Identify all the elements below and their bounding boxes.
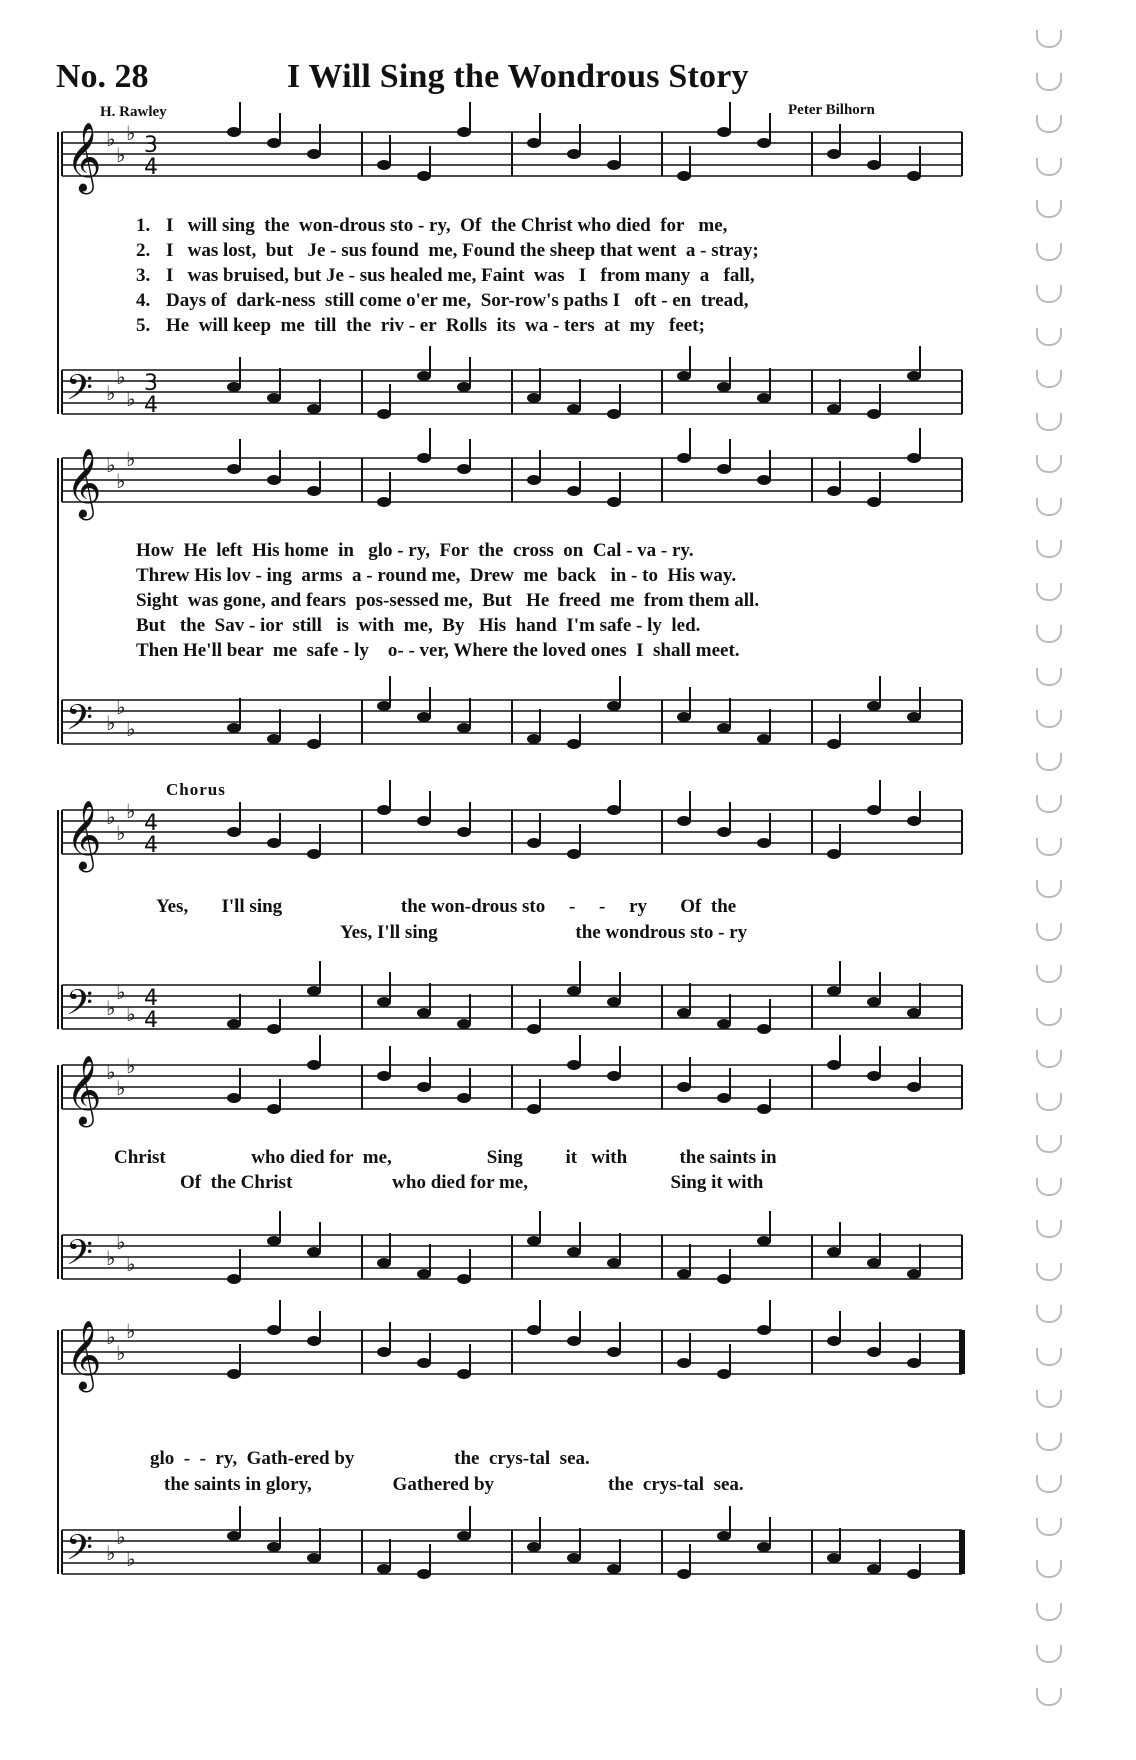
binding-ring bbox=[1036, 73, 1062, 91]
note-head bbox=[417, 816, 431, 826]
note-head bbox=[377, 409, 391, 419]
hymn-number: No. 28 bbox=[56, 58, 149, 95]
verse-line bbox=[136, 315, 956, 337]
note-head bbox=[867, 1347, 881, 1357]
note-head bbox=[677, 1358, 691, 1368]
note-head bbox=[227, 827, 241, 837]
note-head bbox=[607, 1071, 621, 1081]
verse-line: Sight was gone, and fears pos-sessed me, But He freed me from them all. bbox=[136, 590, 760, 611]
note-head bbox=[457, 1274, 471, 1284]
note-head bbox=[457, 1093, 471, 1103]
note-head bbox=[827, 149, 841, 159]
verse-number: 5. bbox=[136, 315, 151, 336]
treble-clef: 𝄞 bbox=[66, 800, 102, 870]
note-head bbox=[417, 1008, 431, 1018]
note-head bbox=[227, 464, 241, 474]
note-head bbox=[307, 149, 321, 159]
treble-clef: 𝄞 bbox=[66, 1320, 102, 1390]
verse-line bbox=[136, 265, 956, 287]
time-sig-lower: 4 bbox=[144, 833, 158, 858]
note-head bbox=[907, 453, 921, 463]
note-head bbox=[267, 1542, 281, 1552]
note-head bbox=[717, 464, 731, 474]
note-head bbox=[307, 1553, 321, 1563]
binding-ring bbox=[1036, 1008, 1062, 1026]
flat-sign: ♭ bbox=[106, 996, 116, 1020]
note-head bbox=[377, 1258, 391, 1268]
binding-ring bbox=[1036, 1603, 1062, 1621]
note-head bbox=[267, 138, 281, 148]
flat-sign: ♭ bbox=[126, 121, 136, 145]
flat-sign: ♭ bbox=[126, 1002, 136, 1026]
binding-ring bbox=[1036, 753, 1062, 771]
bass-clef: 𝄢 bbox=[66, 367, 94, 416]
time-sig-lower: 4 bbox=[144, 155, 158, 180]
note-head bbox=[457, 1369, 471, 1379]
note-head bbox=[827, 986, 841, 996]
note-head bbox=[907, 371, 921, 381]
binding-ring bbox=[1036, 583, 1062, 601]
note-head bbox=[417, 171, 431, 181]
note-head bbox=[527, 734, 541, 744]
note-head bbox=[567, 1060, 581, 1070]
note-head bbox=[607, 805, 621, 815]
bass-clef: 𝄢 bbox=[66, 982, 94, 1031]
flat-sign: ♭ bbox=[106, 805, 116, 829]
note-head bbox=[227, 1369, 241, 1379]
note-head bbox=[227, 1093, 241, 1103]
note-head bbox=[827, 404, 841, 414]
note-head bbox=[567, 404, 581, 414]
note-head bbox=[757, 1104, 771, 1114]
note-head bbox=[377, 497, 391, 507]
flat-sign: ♭ bbox=[126, 1319, 136, 1343]
note-head bbox=[907, 1269, 921, 1279]
time-sig-lower: 4 bbox=[144, 393, 158, 418]
note-head bbox=[717, 723, 731, 733]
chorus-line: Of the Christ who died for me, Sing it with bbox=[180, 1172, 764, 1193]
note-head bbox=[267, 734, 281, 744]
binding-ring bbox=[1036, 668, 1062, 686]
flat-sign: ♭ bbox=[126, 1252, 136, 1276]
binding-ring bbox=[1036, 1433, 1062, 1451]
note-head bbox=[457, 127, 471, 137]
flat-sign: ♭ bbox=[116, 469, 126, 493]
treble-clef: 𝄞 bbox=[66, 1055, 102, 1125]
flat-sign: ♭ bbox=[126, 799, 136, 823]
flat-sign: ♭ bbox=[126, 1547, 136, 1571]
binding-ring bbox=[1036, 923, 1062, 941]
verse-text: I was bruised, but Je - sus healed me, Faint was I from many a fall, bbox=[166, 265, 755, 286]
binding-ring bbox=[1036, 413, 1062, 431]
note-head bbox=[717, 827, 731, 837]
note-head bbox=[377, 1347, 391, 1357]
note-head bbox=[867, 805, 881, 815]
note-head bbox=[757, 1325, 771, 1335]
note-head bbox=[417, 712, 431, 722]
note-head bbox=[867, 409, 881, 419]
note-head bbox=[677, 712, 691, 722]
note-head bbox=[757, 1024, 771, 1034]
note-head bbox=[527, 475, 541, 485]
note-head bbox=[527, 1236, 541, 1246]
note-head bbox=[227, 1274, 241, 1284]
note-head bbox=[867, 160, 881, 170]
note-head bbox=[677, 1569, 691, 1579]
note-head bbox=[417, 371, 431, 381]
note-head bbox=[267, 475, 281, 485]
note-head bbox=[527, 1325, 541, 1335]
binding-ring bbox=[1036, 1178, 1062, 1196]
flat-sign: ♭ bbox=[116, 1341, 126, 1365]
note-head bbox=[607, 1564, 621, 1574]
note-head bbox=[227, 382, 241, 392]
verse-number: 1. bbox=[136, 215, 151, 236]
note-head bbox=[457, 723, 471, 733]
verse-number: 3. bbox=[136, 265, 151, 286]
flat-sign: ♭ bbox=[116, 1230, 126, 1254]
note-head bbox=[377, 805, 391, 815]
flat-sign: ♭ bbox=[106, 1325, 116, 1349]
flat-sign: ♭ bbox=[126, 1054, 136, 1078]
note-head bbox=[907, 1569, 921, 1579]
verse-line: Then He'll bear me safe - ly o- - ver, Where the loved ones I shall meet. bbox=[136, 640, 740, 661]
verse-text: I will sing the won-drous sto - ry, Of the Christ who died for me, bbox=[166, 215, 728, 236]
flat-sign: ♭ bbox=[106, 453, 116, 477]
flat-sign: ♭ bbox=[116, 1076, 126, 1100]
note-head bbox=[567, 986, 581, 996]
note-head bbox=[567, 1336, 581, 1346]
note-head bbox=[567, 486, 581, 496]
time-sig-upper: 4 bbox=[144, 811, 158, 836]
note-head bbox=[827, 739, 841, 749]
note-head bbox=[307, 486, 321, 496]
note-head bbox=[527, 1104, 541, 1114]
note-head bbox=[607, 497, 621, 507]
note-head bbox=[527, 1542, 541, 1552]
binding-ring bbox=[1036, 1688, 1062, 1706]
note-head bbox=[677, 1008, 691, 1018]
chorus-label: Chorus bbox=[166, 780, 226, 799]
binding-ring bbox=[1036, 1518, 1062, 1536]
time-sig-upper: 3 bbox=[144, 133, 158, 158]
note-head bbox=[377, 701, 391, 711]
verse-text: He will keep me till the riv - er Rolls its wa - ters at my feet; bbox=[166, 315, 705, 336]
note-head bbox=[377, 997, 391, 1007]
binding-ring bbox=[1036, 1263, 1062, 1281]
note-head bbox=[227, 723, 241, 733]
note-head bbox=[267, 393, 281, 403]
note-head bbox=[567, 1553, 581, 1563]
note-head bbox=[307, 849, 321, 859]
flat-sign: ♭ bbox=[116, 695, 126, 719]
note-head bbox=[757, 393, 771, 403]
note-head bbox=[267, 838, 281, 848]
note-head bbox=[867, 997, 881, 1007]
note-head bbox=[677, 453, 691, 463]
note-head bbox=[527, 838, 541, 848]
bass-clef: 𝄢 bbox=[66, 1527, 94, 1576]
lyricist-credit: H. Rawley bbox=[100, 104, 167, 120]
verse-line: Threw His lov - ing arms a - round me, Drew me back in - to His way. bbox=[136, 565, 737, 586]
note-head bbox=[757, 734, 771, 744]
note-head bbox=[677, 371, 691, 381]
note-head bbox=[867, 497, 881, 507]
binding-ring bbox=[1036, 328, 1062, 346]
treble-clef: 𝄞 bbox=[66, 448, 102, 518]
note-head bbox=[307, 404, 321, 414]
note-head bbox=[907, 816, 921, 826]
composer-credit: Peter Bilhorn bbox=[788, 102, 875, 118]
note-head bbox=[227, 1531, 241, 1541]
note-head bbox=[827, 1553, 841, 1563]
note-head bbox=[607, 409, 621, 419]
note-head bbox=[757, 1542, 771, 1552]
binding-ring bbox=[1036, 243, 1062, 261]
note-head bbox=[227, 127, 241, 137]
note-head bbox=[567, 849, 581, 859]
note-head bbox=[907, 1082, 921, 1092]
note-head bbox=[757, 138, 771, 148]
note-head bbox=[867, 701, 881, 711]
note-head bbox=[607, 701, 621, 711]
note-head bbox=[227, 1019, 241, 1029]
note-head bbox=[307, 986, 321, 996]
note-head bbox=[567, 739, 581, 749]
bass-clef: 𝄢 bbox=[66, 1232, 94, 1281]
time-sig-upper: 4 bbox=[144, 986, 158, 1011]
note-head bbox=[827, 1336, 841, 1346]
treble-clef: 𝄞 bbox=[66, 122, 102, 192]
note-head bbox=[717, 1274, 731, 1284]
hymn-title: I Will Sing the Wondrous Story bbox=[287, 58, 749, 95]
flat-sign: ♭ bbox=[106, 711, 116, 735]
verse-line bbox=[136, 215, 956, 237]
flat-sign: ♭ bbox=[106, 127, 116, 151]
binding-ring bbox=[1036, 498, 1062, 516]
note-head bbox=[457, 464, 471, 474]
time-sig-lower: 4 bbox=[144, 1008, 158, 1033]
verse-text: Days of dark-ness still come o'er me, Sor-row's paths I oft - en tread, bbox=[166, 290, 749, 311]
note-head bbox=[827, 1060, 841, 1070]
note-head bbox=[827, 1247, 841, 1257]
flat-sign: ♭ bbox=[126, 387, 136, 411]
note-head bbox=[417, 453, 431, 463]
flat-sign: ♭ bbox=[126, 717, 136, 741]
flat-sign: ♭ bbox=[106, 1541, 116, 1565]
note-head bbox=[677, 171, 691, 181]
note-head bbox=[567, 1247, 581, 1257]
verse-number: 4. bbox=[136, 290, 151, 311]
note-head bbox=[717, 1369, 731, 1379]
flat-sign: ♭ bbox=[116, 980, 126, 1004]
note-head bbox=[457, 382, 471, 392]
chorus-line: Yes, I'll sing the won-drous sto - - ry Of the bbox=[156, 896, 737, 917]
note-head bbox=[377, 1564, 391, 1574]
note-head bbox=[717, 382, 731, 392]
note-head bbox=[607, 160, 621, 170]
note-head bbox=[907, 712, 921, 722]
note-head bbox=[307, 739, 321, 749]
note-head bbox=[417, 1358, 431, 1368]
binding-ring bbox=[1036, 838, 1062, 856]
note-head bbox=[567, 149, 581, 159]
binding-ring bbox=[1036, 1348, 1062, 1366]
note-head bbox=[417, 1269, 431, 1279]
note-head bbox=[827, 849, 841, 859]
verse-line bbox=[136, 290, 956, 312]
flat-sign: ♭ bbox=[116, 365, 126, 389]
note-head bbox=[267, 1104, 281, 1114]
flat-sign: ♭ bbox=[106, 1060, 116, 1084]
chorus-line: the saints in glory, Gathered by the crys-tal sea. bbox=[164, 1474, 744, 1495]
note-head bbox=[267, 1024, 281, 1034]
note-head bbox=[607, 997, 621, 1007]
chorus-line: Yes, I'll sing the wondrous sto - ry bbox=[340, 922, 748, 943]
note-head bbox=[377, 1071, 391, 1081]
flat-sign: ♭ bbox=[106, 381, 116, 405]
verse-text: I was lost, but Je - sus found me, Found the sheep that went a - stray; bbox=[166, 240, 759, 261]
note-head bbox=[527, 138, 541, 148]
note-head bbox=[867, 1258, 881, 1268]
note-head bbox=[717, 127, 731, 137]
flat-sign: ♭ bbox=[126, 447, 136, 471]
note-head bbox=[867, 1071, 881, 1081]
note-head bbox=[677, 816, 691, 826]
note-head bbox=[757, 475, 771, 485]
note-head bbox=[827, 486, 841, 496]
note-head bbox=[607, 1347, 621, 1357]
note-head bbox=[417, 1082, 431, 1092]
time-sig-upper: 3 bbox=[144, 371, 158, 396]
note-head bbox=[717, 1093, 731, 1103]
note-head bbox=[677, 1269, 691, 1279]
note-head bbox=[867, 1564, 881, 1574]
note-head bbox=[307, 1060, 321, 1070]
note-head bbox=[307, 1336, 321, 1346]
verse-line bbox=[136, 240, 956, 262]
note-head bbox=[307, 1247, 321, 1257]
note-head bbox=[907, 171, 921, 181]
flat-sign: ♭ bbox=[116, 143, 126, 167]
note-head bbox=[757, 838, 771, 848]
flat-sign: ♭ bbox=[116, 821, 126, 845]
note-head bbox=[267, 1236, 281, 1246]
flat-sign: ♭ bbox=[116, 1525, 126, 1549]
binding-ring bbox=[1036, 158, 1062, 176]
chorus-line: glo - - ry, Gath-ered by the crys-tal sea. bbox=[150, 1448, 590, 1469]
note-head bbox=[457, 1019, 471, 1029]
note-head bbox=[457, 827, 471, 837]
note-head bbox=[417, 1569, 431, 1579]
verse-line: But the Sav - ior still is with me, By His hand I'm safe - ly led. bbox=[136, 615, 701, 636]
note-head bbox=[377, 160, 391, 170]
flat-sign: ♭ bbox=[106, 1246, 116, 1270]
note-head bbox=[607, 1258, 621, 1268]
note-head bbox=[907, 1358, 921, 1368]
chorus-line: Christ who died for me, Sing it with the saints in bbox=[114, 1147, 777, 1168]
note-head bbox=[717, 1019, 731, 1029]
note-head bbox=[527, 393, 541, 403]
bass-clef: 𝄢 bbox=[66, 697, 94, 746]
note-head bbox=[267, 1325, 281, 1335]
note-head bbox=[677, 1082, 691, 1092]
verse-number: 2. bbox=[136, 240, 151, 261]
note-head bbox=[527, 1024, 541, 1034]
note-head bbox=[907, 1008, 921, 1018]
binding-ring bbox=[1036, 1093, 1062, 1111]
note-head bbox=[457, 1531, 471, 1541]
note-head bbox=[757, 1236, 771, 1246]
note-head bbox=[717, 1531, 731, 1541]
verse-line: How He left His home in glo - ry, For the cross on Cal - va - ry. bbox=[136, 540, 694, 561]
